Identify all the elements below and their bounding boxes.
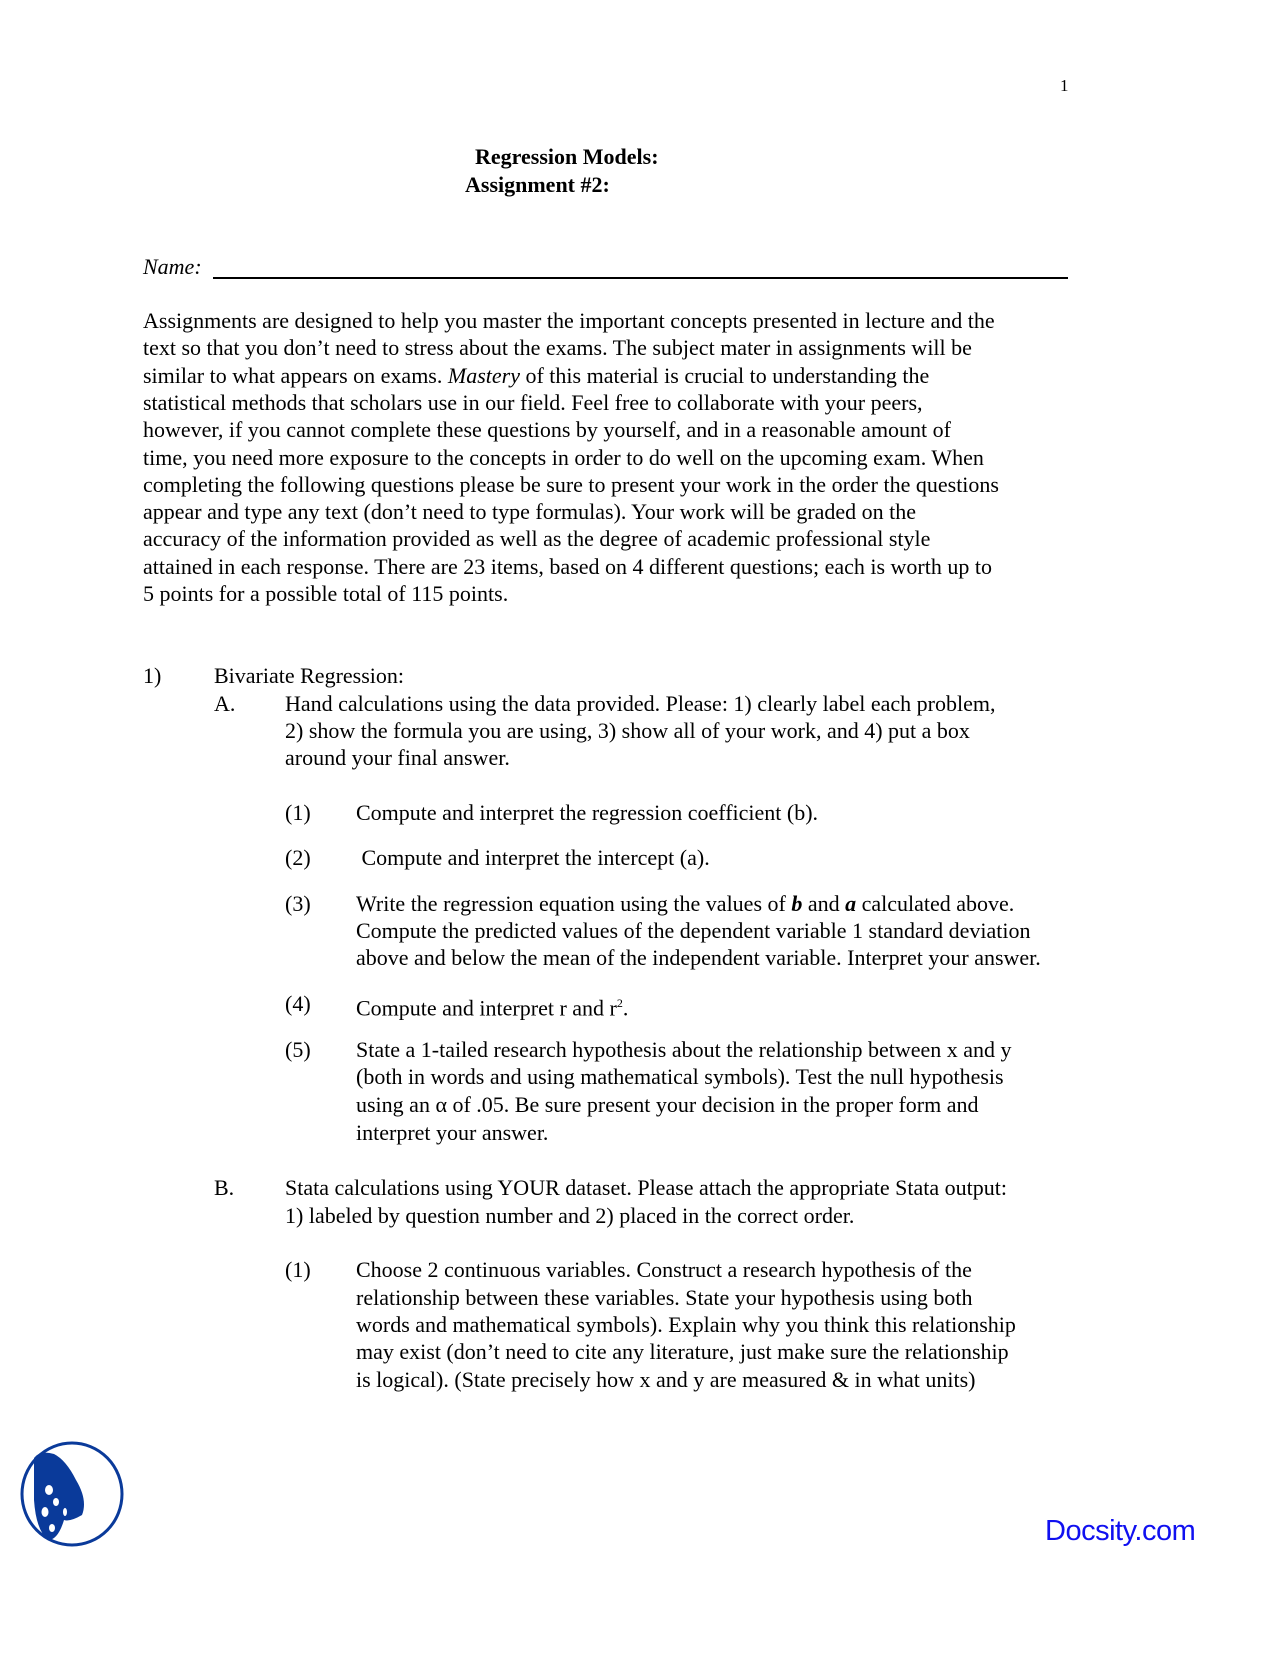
part-a-line: around your final answer. [285,745,510,770]
item-text: relationship between these variables. State your hypothesis using both [356,1285,973,1310]
item-text: may exist (don’t need to cite any literature, just make sure the relationship [356,1339,1009,1364]
intro-line: however, if you cannot complete these questions by yourself, and in a reasonable amount of [143,417,951,443]
name-blank-line [213,277,1068,279]
text-run: calculated above. [856,891,1015,916]
document-title: Regression Models: [475,144,659,169]
symbol-b: b [791,891,803,916]
emphasis-text: Mastery [447,362,520,388]
item-number: (4) [285,991,311,1016]
intro-line: attained in each response. There are 23 items, based on 4 different questions; each is worth up to [143,553,992,579]
docsity-brand-link[interactable]: Docsity.com [1045,1515,1196,1547]
item-text: using an α of .05. Be sure present your decision in the proper form and [356,1092,979,1117]
intro-line: time, you need more exposure to the concepts in order to do well on the upcoming exam. When [143,444,984,470]
item-number: (1) [285,1257,311,1282]
item-text: Compute the predicted values of the dependent variable 1 standard deviation [356,918,1031,943]
docsity-logo-icon [20,1440,126,1548]
item-number: (3) [285,891,311,916]
item-text: interpret your answer. [356,1120,549,1145]
item-text: Compute and interpret the regression coefficient (b). [356,800,819,825]
item-text [356,890,1014,917]
part-a-letter: A. [214,691,236,716]
text-run: similar to what appears on exams. [143,362,448,388]
superscript: 2 [616,996,623,1010]
text-run: Compute and interpret r and r [356,995,617,1021]
part-a-line: Hand calculations using the data provided. Please: 1) clearly label each problem, [285,691,996,716]
intro-line: 5 points for a possible total of 115 points. [143,581,509,606]
part-b-line: 1) labeled by question number and 2) placed in the correct order. [285,1203,855,1228]
intro-line: statistical methods that scholars use in our field. Feel free to collaborate with your peers, [143,389,923,415]
section-heading: Bivariate Regression: [214,663,405,688]
item-text: words and mathematical symbols). Explain why you think this relationship [356,1312,1016,1337]
part-b-line: Stata calculations using YOUR dataset. Please attach the appropriate Stata output: [285,1175,1007,1200]
intro-line: text so that you don’t need to stress about the exams. The subject mater in assignments will be [143,335,972,361]
intro-line: accuracy of the information provided as well as the degree of academic professional style [143,526,931,552]
part-a-line: 2) show the formula you are using, 3) show all of your work, and 4) put a box [285,718,970,743]
item-text: Compute and interpret the intercept (a). [356,845,710,870]
text-run: Write the regression equation using the values of [356,891,792,916]
text-run: of this material is crucial to understanding the [519,362,930,388]
intro-line: Assignments are designed to help you master the important concepts presented in lecture and the [143,308,995,333]
text-run: . [622,995,629,1021]
document-subtitle: Assignment #2: [465,172,610,197]
intro-line: appear and type any text (don’t need to type formulas). Your work will be graded on the [143,499,917,525]
item-text [356,990,628,1021]
symbol-a: a [845,891,857,916]
part-b-letter: B. [214,1175,235,1200]
item-number: (1) [285,800,311,825]
section-number: 1) [143,663,162,688]
intro-line: completing the following questions please be sure to present your work in the order the questions [143,471,999,497]
item-text: is logical). (State precisely how x and y are measured & in what units) [356,1367,976,1392]
item-number: (2) [285,845,311,870]
page-number: 1 [1060,76,1069,95]
intro-line [143,362,929,389]
item-number: (5) [285,1037,311,1062]
name-label: Name: [143,254,202,279]
item-text: Choose 2 continuous variables. Construct a research hypothesis of the [356,1257,972,1282]
item-text: above and below the mean of the independent variable. Interpret your answer. [356,945,1041,970]
item-text: State a 1-tailed research hypothesis about the relationship between x and y [356,1037,1012,1062]
text-run: and [802,891,846,916]
item-text: (both in words and using mathematical symbols). Test the null hypothesis [356,1064,1004,1089]
